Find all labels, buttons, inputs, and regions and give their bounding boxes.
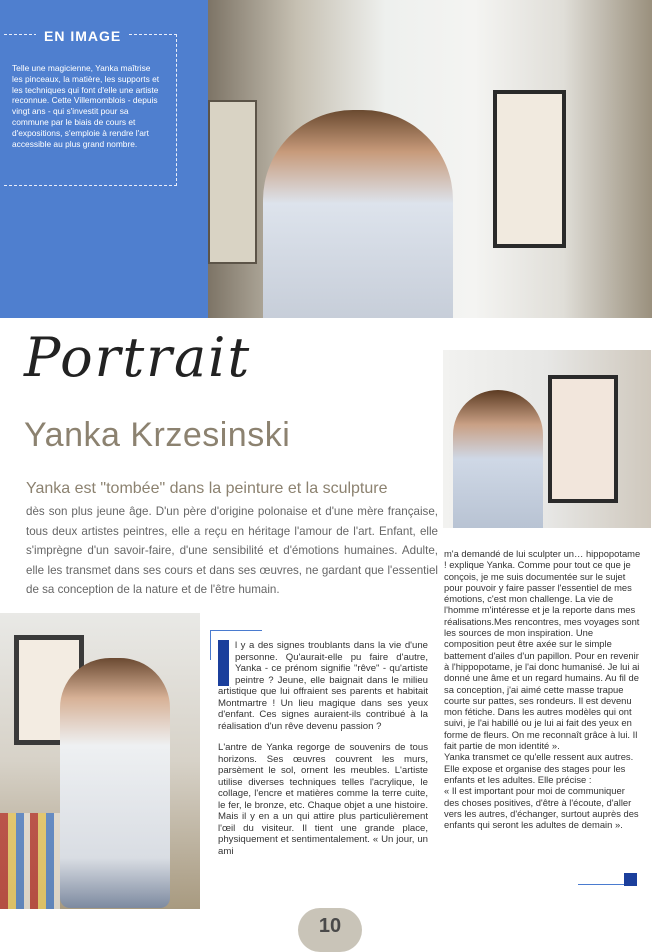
photo-painting [548,375,618,503]
section-title: Portrait [24,326,252,389]
en-image-box [0,0,208,318]
photo-painting [493,90,566,248]
en-image-text: Telle une magicienne, Yanka maîtrise les pinceaux, la matière, les supports et les techniques qui font d'elle une artiste reconnue. Cette Villemomblois - depuis vingt ans - qui s'investit pour sa commune par le biais de cours et d'expositions, s'emploie à rendre l'art accessible au plus grand nombre. [12,63,160,149]
en-image-label: EN IMAGE [36,28,129,44]
decorative-square [624,873,637,886]
photo-artist-figure [263,110,453,318]
photo-poster [208,100,257,264]
lede: Yanka est "tombée" dans la peinture et la sculpture [26,480,388,497]
photo-artist-seated [0,613,200,909]
artist-name: Yanka Krzesinski [24,416,291,454]
photo-artist-figure [60,658,170,908]
article-paragraph: L'antre de Yanka regorge de souvenirs de tous horizons. Ses œuvres couvrent les murs, parsèment le sol, ornent les meubles. L'artiste utilise diverses techniques telles l'acrylique, le collage, l'encre et matières comme la terre cuite, le fer, le bronze, etc. Chaque objet a une histoire. Mais il y en a un qui attire plus particulièrement l'œil du visiteur. Il tient une grande place, physiquement et sentimentalement. « Un jour, un ami [218,742,428,857]
article-column-middle [218,640,428,867]
photo-paint-jars [0,813,60,909]
intro-paragraph: dès son plus jeune âge. D'un père d'origine polonaise et d'une mère française, tous deux artistes peintres, elle a reçu en héritage l'amour de l'art. Enfant, elle s'imprègne d'un savoir-faire, d'une sensibilité et d'émotions humaines. Adulte, elle les transmet dans ses cours et dans ses œuvres, ne gardant que l'essentiel de sa conception de la nature et de l'être humain. [26,505,438,596]
photo-artist-smiling [443,350,651,528]
decorative-rule [210,630,262,631]
article-column-right [444,548,642,830]
article-paragraph: Yanka transmet ce qu'elle ressent aux autres. Elle expose et organise des stages pour les enfants et les adultes. Elle précise : [444,751,634,785]
page-number: 10 [298,908,362,952]
article-paragraph: l y a des signes troublants dans la vie d'une personne. Qu'aurait-elle pu faire d'autre, Yanka - ce prénom signifie "rêve" - qu'artiste peintre ? Jeune, elle baignait dans le milieu artistique que lui offraient ses parents et habitait Montmartre ! Un lieu magique dans ses yeux d'enfant. Ces signes auraient-ils contribué à la réalisation d'un rêve devenu passion ? [218,640,428,732]
decorative-rule-vertical [210,630,211,660]
drop-cap [218,640,229,686]
article-paragraph: m'a demandé de lui sculpter un… hippopotame ! explique Yanka. Comme pour tout ce que je conçois, je me suis documentée sur le sujet pour pouvoir y faire passer l'essentiel de mes émotions, c'est mon challenge. La vie de l'homme m'intéresse et je la reporte dans mes réalisations.Mes rencontres, mes voyages sont les sources de mon inspiration. Une composition peut être axée sur le simple battement d'ailes d'un papillon. Pour en revenir à l'hippopotame, je l'ai donc humanisé. Je lui ai donné une âme et un regard humains. Au fil de sa conception, j'ai aimé cette masse trapue courte sur pattes, ses rondeurs. Il est devenu mon fétiche. Dans les autres modèles qui ont suivi, je l'ai habillé ou je lui ai fait des yeux en forme de fleurs. On me reconnaît grâce à lui. Il fait partie de mon identité ». [444,548,641,752]
photo-artist-studio [208,0,652,318]
photo-artist-figure [453,390,543,528]
article-paragraph: « Il est important pour moi de communiquer des choses positives, d'être à l'écoute, d'aller vers les autres, d'échanger, surtout auprès des enfants qui seront les adultes de demain ». [444,785,639,831]
